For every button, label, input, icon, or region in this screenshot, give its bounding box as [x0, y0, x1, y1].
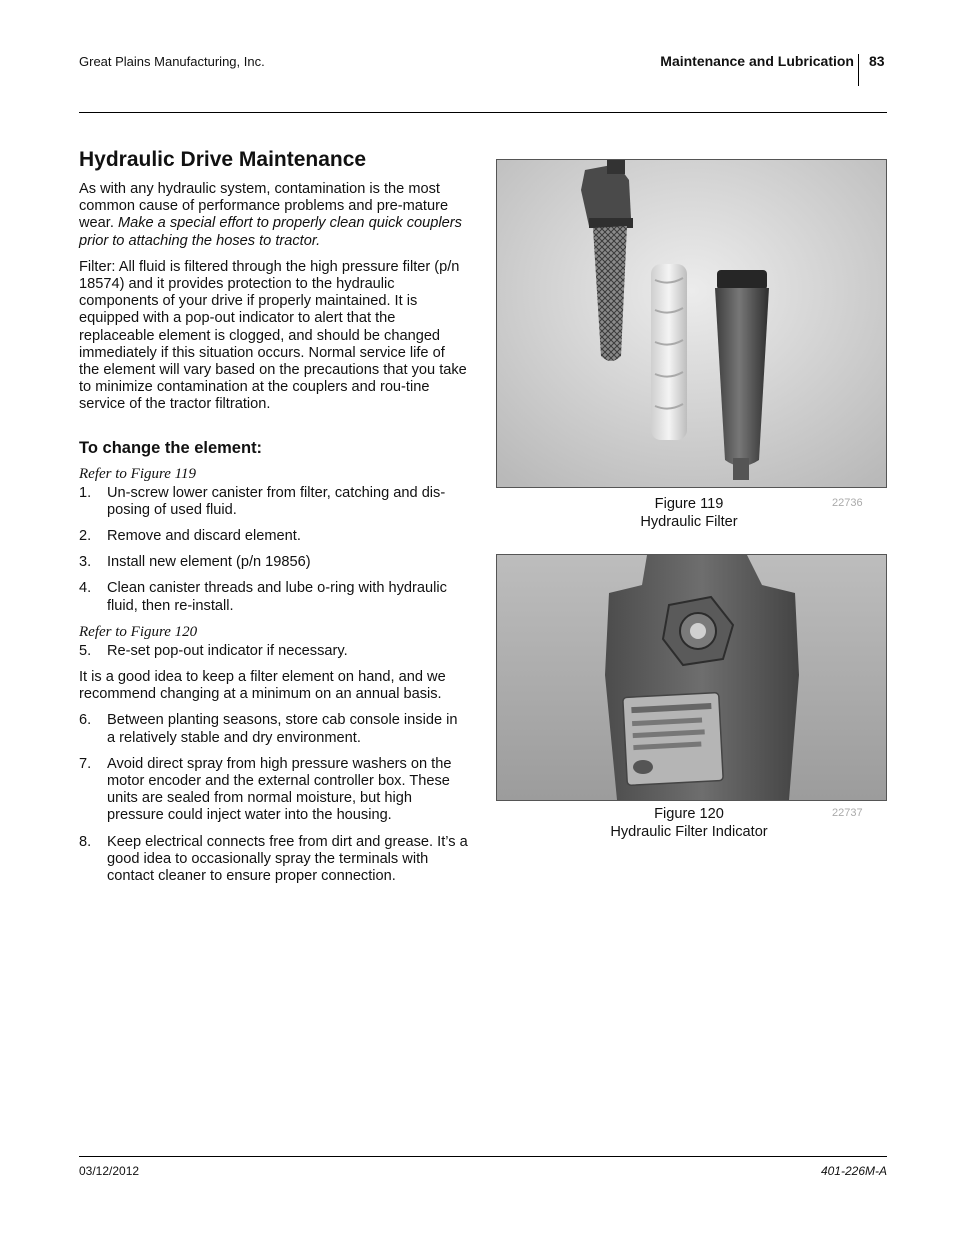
figure-120-number: 22737 — [832, 807, 863, 819]
figure-120-photo — [496, 554, 887, 801]
intro-paragraph — [79, 181, 469, 250]
step-text: Clean canister threads and lube o-ring with hydraulic fluid, then re-install. — [107, 580, 447, 614]
footer-date: 03/12/2012 — [79, 1164, 140, 1178]
figure-119-photo — [496, 159, 887, 488]
page-number: 83 — [869, 53, 885, 69]
figure-119-title: Hydraulic Filter — [640, 513, 738, 530]
list-item — [79, 756, 469, 825]
list-item — [79, 580, 469, 614]
step-text: Un-screw lower canister from filter, catching and dis-posing of used fluid. — [107, 484, 446, 518]
step-number: 7. — [79, 755, 92, 772]
footer-rule — [79, 1156, 887, 1157]
list-item — [79, 554, 469, 571]
company-name: Great Plains Manufacturing, Inc. — [79, 54, 265, 69]
section-title: Maintenance and Lubrication — [660, 53, 854, 69]
list-item — [79, 528, 469, 545]
intro-text: As with any hydraulic system, contamination is the most common cause of performance problems and pre-mature wear. — [79, 181, 449, 232]
step-text: Re-set pop-out indicator if necessary. — [107, 642, 348, 659]
hydraulic-filter-illustration — [497, 160, 886, 487]
step-text: Between planting seasons, store cab console inside in a relatively stable and dry environment. — [107, 712, 458, 746]
step-text: Avoid direct spray from high pressure washers on the motor encoder and the external controller box. These units are sealed from normal moisture, but high pressure could inject water into the housing. — [107, 755, 452, 824]
figure-119-caption — [494, 496, 884, 531]
figure-120-caption — [494, 806, 884, 841]
subheading: To change the element: — [79, 438, 263, 457]
header-divider — [858, 54, 859, 86]
figure-120-label: Figure 120 — [654, 806, 724, 822]
list-item — [79, 834, 469, 886]
steps-list-c — [79, 712, 469, 885]
list-item — [79, 485, 469, 519]
steps-list-b — [79, 643, 469, 660]
list-item — [79, 643, 469, 660]
intro-italic-text: Make a special effort to properly clean quick couplers prior to attaching the hoses to tractor. — [79, 215, 462, 249]
step-number: 3. — [79, 554, 92, 571]
advice-paragraph: It is a good idea to keep a filter element on hand, and we recommend changing at a minimum on an annual basis. — [79, 669, 446, 703]
figure-119-label: Figure 119 — [654, 496, 724, 512]
figure-120-title: Hydraulic Filter Indicator — [610, 823, 768, 840]
step-text: Install new element (p/n 19856) — [107, 554, 311, 571]
figure-119-number: 22736 — [832, 497, 863, 509]
step-text: Remove and discard element. — [107, 528, 301, 545]
page-title: Hydraulic Drive Maintenance — [79, 148, 367, 171]
step-text: Keep electrical connects free from dirt and grease. It’s a good idea to occasionally spray the terminals with contact cleaner to ensure proper connection. — [107, 833, 468, 885]
document-number: 401-226M-A — [820, 1164, 887, 1178]
steps-list-a — [79, 485, 469, 615]
figure-reference: Refer to Figure 120 — [79, 623, 198, 640]
filter-paragraph: Filter: All fluid is filtered through the high pressure filter (p/n 18574) and it provides protection to the hydraulic components of your drive if properly maintained. It is equipped with a pop-out indicator to alert that the replaceable element is clogged, and should be changed immediately if this situation occurs. Normal service life of the element will vary based on the precautions that you take to minimize contamination at the couplers and rou-tine service of the tractor filtration. — [79, 258, 467, 413]
step-number: 2. — [79, 528, 92, 545]
text-column — [79, 148, 469, 894]
filter-indicator-illustration — [497, 555, 886, 800]
list-item — [79, 712, 469, 746]
step-number: 5. — [79, 642, 92, 659]
step-number: 4. — [79, 580, 92, 597]
header-rule — [79, 112, 887, 113]
step-number: 1. — [79, 484, 92, 501]
step-number: 6. — [79, 712, 92, 729]
figure-reference: Refer to Figure 119 — [79, 465, 197, 482]
step-number: 8. — [79, 833, 92, 850]
